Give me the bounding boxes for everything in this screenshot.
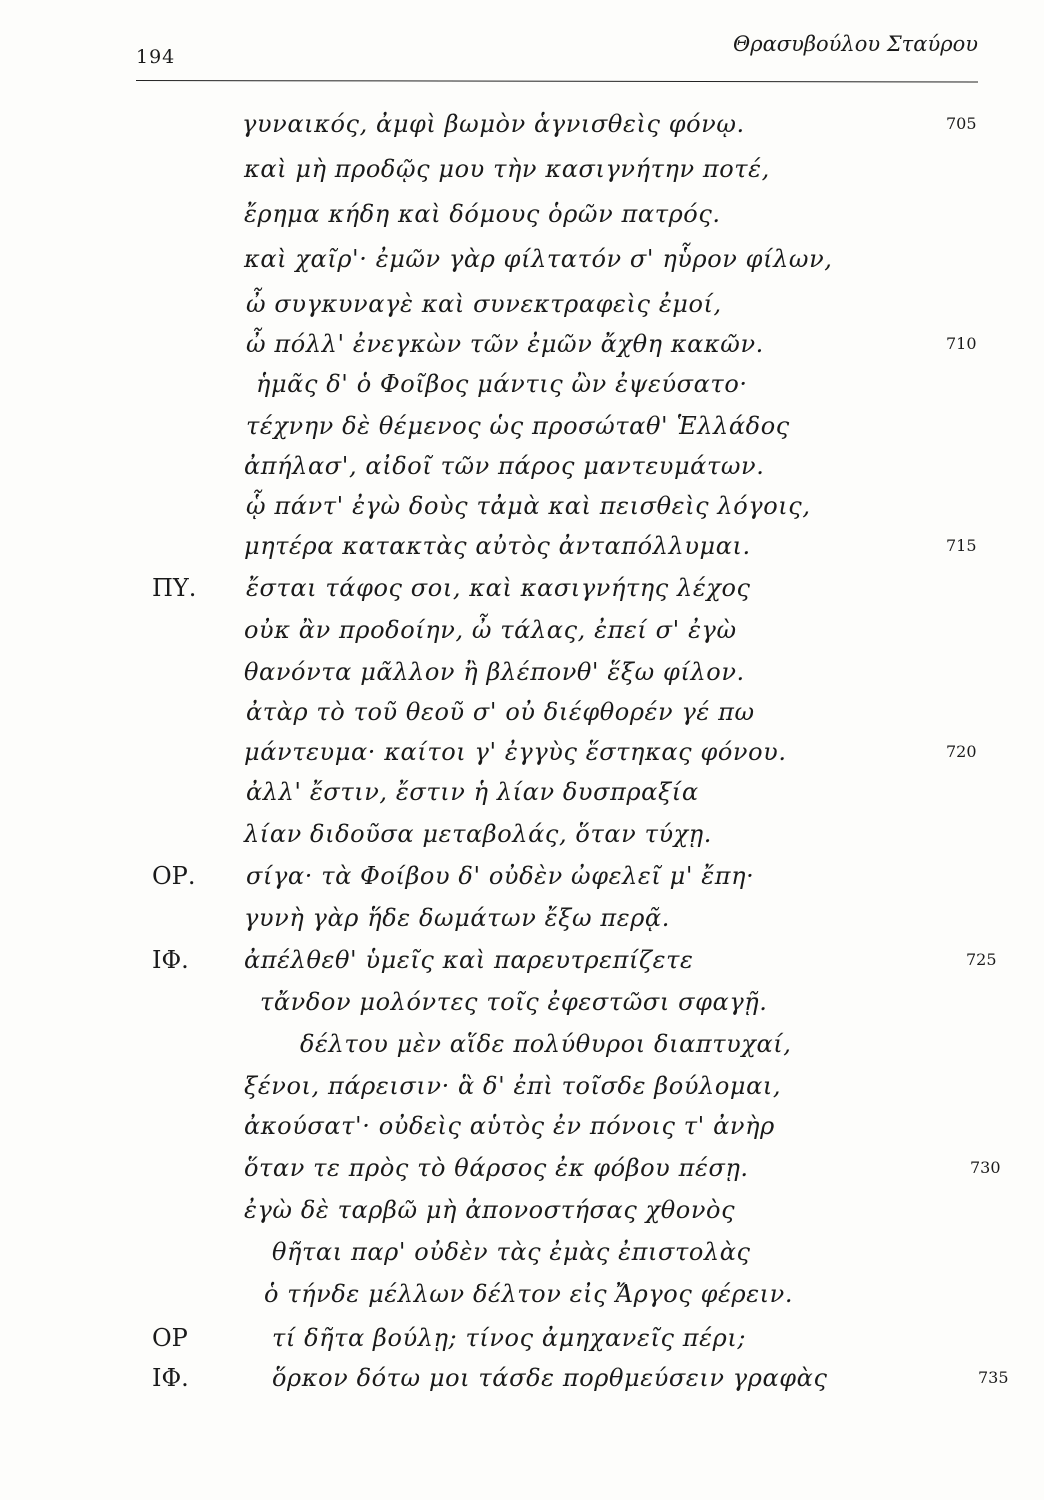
verse-text: οὐκ ἂν προδοίην, ὦ τάλας, ἐπεί σ' ἐγὼ xyxy=(244,616,737,644)
running-head: Θρασυβούλου Σταύρου xyxy=(733,32,978,56)
verse-text: ἀπέλθεθ' ὑμεῖς καὶ παρευτρεπίζετε xyxy=(244,946,694,974)
verse-line xyxy=(0,155,1044,191)
line-number: 710 xyxy=(946,334,977,353)
verse-line xyxy=(0,1238,1044,1274)
verse-text: τί δῆτα βούλῃ; τίνος ἀμηχανεῖς πέρι; xyxy=(272,1324,747,1352)
verse-line xyxy=(0,452,1044,488)
verse-text: ὦ πόλλ' ἐνεγκὼν τῶν ἐμῶν ἄχθη κακῶν. xyxy=(246,330,764,358)
verse-line xyxy=(0,200,1044,236)
verse-line xyxy=(0,1112,1044,1148)
verse-line xyxy=(0,616,1044,652)
verse-line xyxy=(0,412,1044,448)
verse-text: ἡμᾶς δ' ὁ Φοῖβος μάντις ὢν ἐψεύσατο· xyxy=(256,370,748,398)
verse-text: σίγα· τὰ Φοίβου δ' οὐδὲν ὠφελεῖ μ' ἔπη· xyxy=(246,862,755,890)
verse-text: θανόντα μᾶλλον ἢ βλέπονθ' ἕξω φίλον. xyxy=(244,658,745,686)
verse-text: τἄνδον μολόντες τοῖς ἐφεστῶσι σφαγῇ. xyxy=(260,988,768,1016)
line-number: 735 xyxy=(978,1368,1009,1387)
verse-text: ἀτὰρ τὸ τοῦ θεοῦ σ' οὐ διέφθορέν γέ πω xyxy=(246,698,755,726)
speaker-label: ΙΦ. xyxy=(152,946,189,974)
verse-text: καὶ μὴ προδῷς μου τὴν κασιγνήτην ποτέ, xyxy=(244,155,770,183)
verse-line xyxy=(0,862,1044,898)
page-header xyxy=(136,30,982,78)
verse-line xyxy=(0,1196,1044,1232)
speaker-label: ΠΥ. xyxy=(152,574,197,602)
verse-line xyxy=(0,1324,1044,1360)
verse-line xyxy=(0,492,1044,528)
speaker-label: ΟΡ xyxy=(152,1324,188,1352)
verse-line xyxy=(0,245,1044,281)
header-rule xyxy=(136,80,978,82)
verse-line xyxy=(0,738,1044,774)
line-number: 725 xyxy=(966,950,997,969)
verse-text: ἀπήλασ', αἰδοῖ τῶν πάρος μαντευμάτων. xyxy=(244,452,765,480)
verse-text: θῆται παρ' οὐδὲν τὰς ἐμὰς ἐπιστολὰς xyxy=(272,1238,751,1266)
verse-line xyxy=(0,1072,1044,1108)
verse-text: τέχνην δὲ θέμενος ὡς προσώταθ' Ἑλλάδος xyxy=(246,412,790,440)
verse-line xyxy=(0,698,1044,734)
verse-line xyxy=(0,370,1044,406)
verse-line xyxy=(0,820,1044,856)
verse-text: ἀλλ' ἔστιν, ἔστιν ἡ λίαν δυσπραξία xyxy=(246,778,699,806)
verse-line xyxy=(0,1364,1044,1400)
verse-text: ἀκούσατ'· οὐδεὶς αὑτὸς ἐν πόνοις τ' ἀνὴρ xyxy=(244,1112,775,1140)
verse-line xyxy=(0,532,1044,568)
verse-line xyxy=(0,110,1044,146)
verse-line xyxy=(0,1280,1044,1316)
verse-line xyxy=(0,330,1044,366)
verse-text: ξένοι, πάρεισιν· ἃ δ' ἐπὶ τοῖσδε βούλομαι, xyxy=(244,1072,782,1100)
verse-line xyxy=(0,658,1044,694)
verse-line xyxy=(0,778,1044,814)
line-number: 705 xyxy=(946,114,977,133)
verse-line xyxy=(0,290,1044,326)
verse-text: ὦ συγκυναγὲ καὶ συνεκτραφεὶς ἐμοί, xyxy=(246,290,722,318)
verse-line xyxy=(0,574,1044,610)
verse-line xyxy=(0,946,1044,982)
speaker-label: ΙΦ. xyxy=(152,1364,189,1392)
verse-line xyxy=(0,988,1044,1024)
verse-text: λίαν διδοῦσα μεταβολάς, ὅταν τύχῃ. xyxy=(244,820,712,848)
line-number: 715 xyxy=(946,536,977,555)
verse-text: ὅταν τε πρὸς τὸ θάρσος ἐκ φόβου πέσῃ. xyxy=(244,1154,749,1182)
verse-text: ἔρημα κήδη καὶ δόμους ὁρῶν πατρός. xyxy=(244,200,721,228)
verse-text: ὁ τήνδε μέλλων δέλτον εἰς Ἄργος φέρειν. xyxy=(264,1280,794,1308)
line-number: 730 xyxy=(970,1158,1001,1177)
verse-text: ἐγὼ δὲ ταρβῶ μὴ ἀπονοστήσας χθονὸς xyxy=(244,1196,736,1224)
line-number: 720 xyxy=(946,742,977,761)
page-number: 194 xyxy=(136,46,176,68)
verse-text: δέλτου μὲν αἵδε πολύθυροι διαπτυχαί, xyxy=(300,1030,792,1058)
verse-text: ᾧ πάντ' ἐγὼ δοὺς τἀμὰ καὶ πεισθεὶς λόγοις, xyxy=(246,492,811,520)
verse-text: μάντευμα· καίτοι γ' ἐγγὺς ἕστηκας φόνου. xyxy=(244,738,787,766)
verse-text: καὶ χαῖρ'· ἐμῶν γὰρ φίλτατόν σ' ηὗρον φίλων, xyxy=(244,245,833,273)
speaker-label: ΟΡ. xyxy=(152,862,196,890)
verse-text: γυνὴ γὰρ ἥδε δωμάτων ἔξω περᾷ. xyxy=(244,904,670,932)
verse-line xyxy=(0,1154,1044,1190)
verse-text: μητέρα κατακτὰς αὐτὸς ἀνταπόλλυμαι. xyxy=(244,532,751,560)
verse-line xyxy=(0,904,1044,940)
verse-text: ὅρκον δότω μοι τάσδε πορθμεύσειν γραφὰς xyxy=(272,1364,828,1392)
verse-text: ἔσται τάφος σοι, καὶ κασιγνήτης λέχος xyxy=(246,574,751,602)
verse-line xyxy=(0,1030,1044,1066)
verse-text: γυναικός, ἀμφὶ βωμὸν ἁγνισθεὶς φόνῳ. xyxy=(242,110,745,138)
